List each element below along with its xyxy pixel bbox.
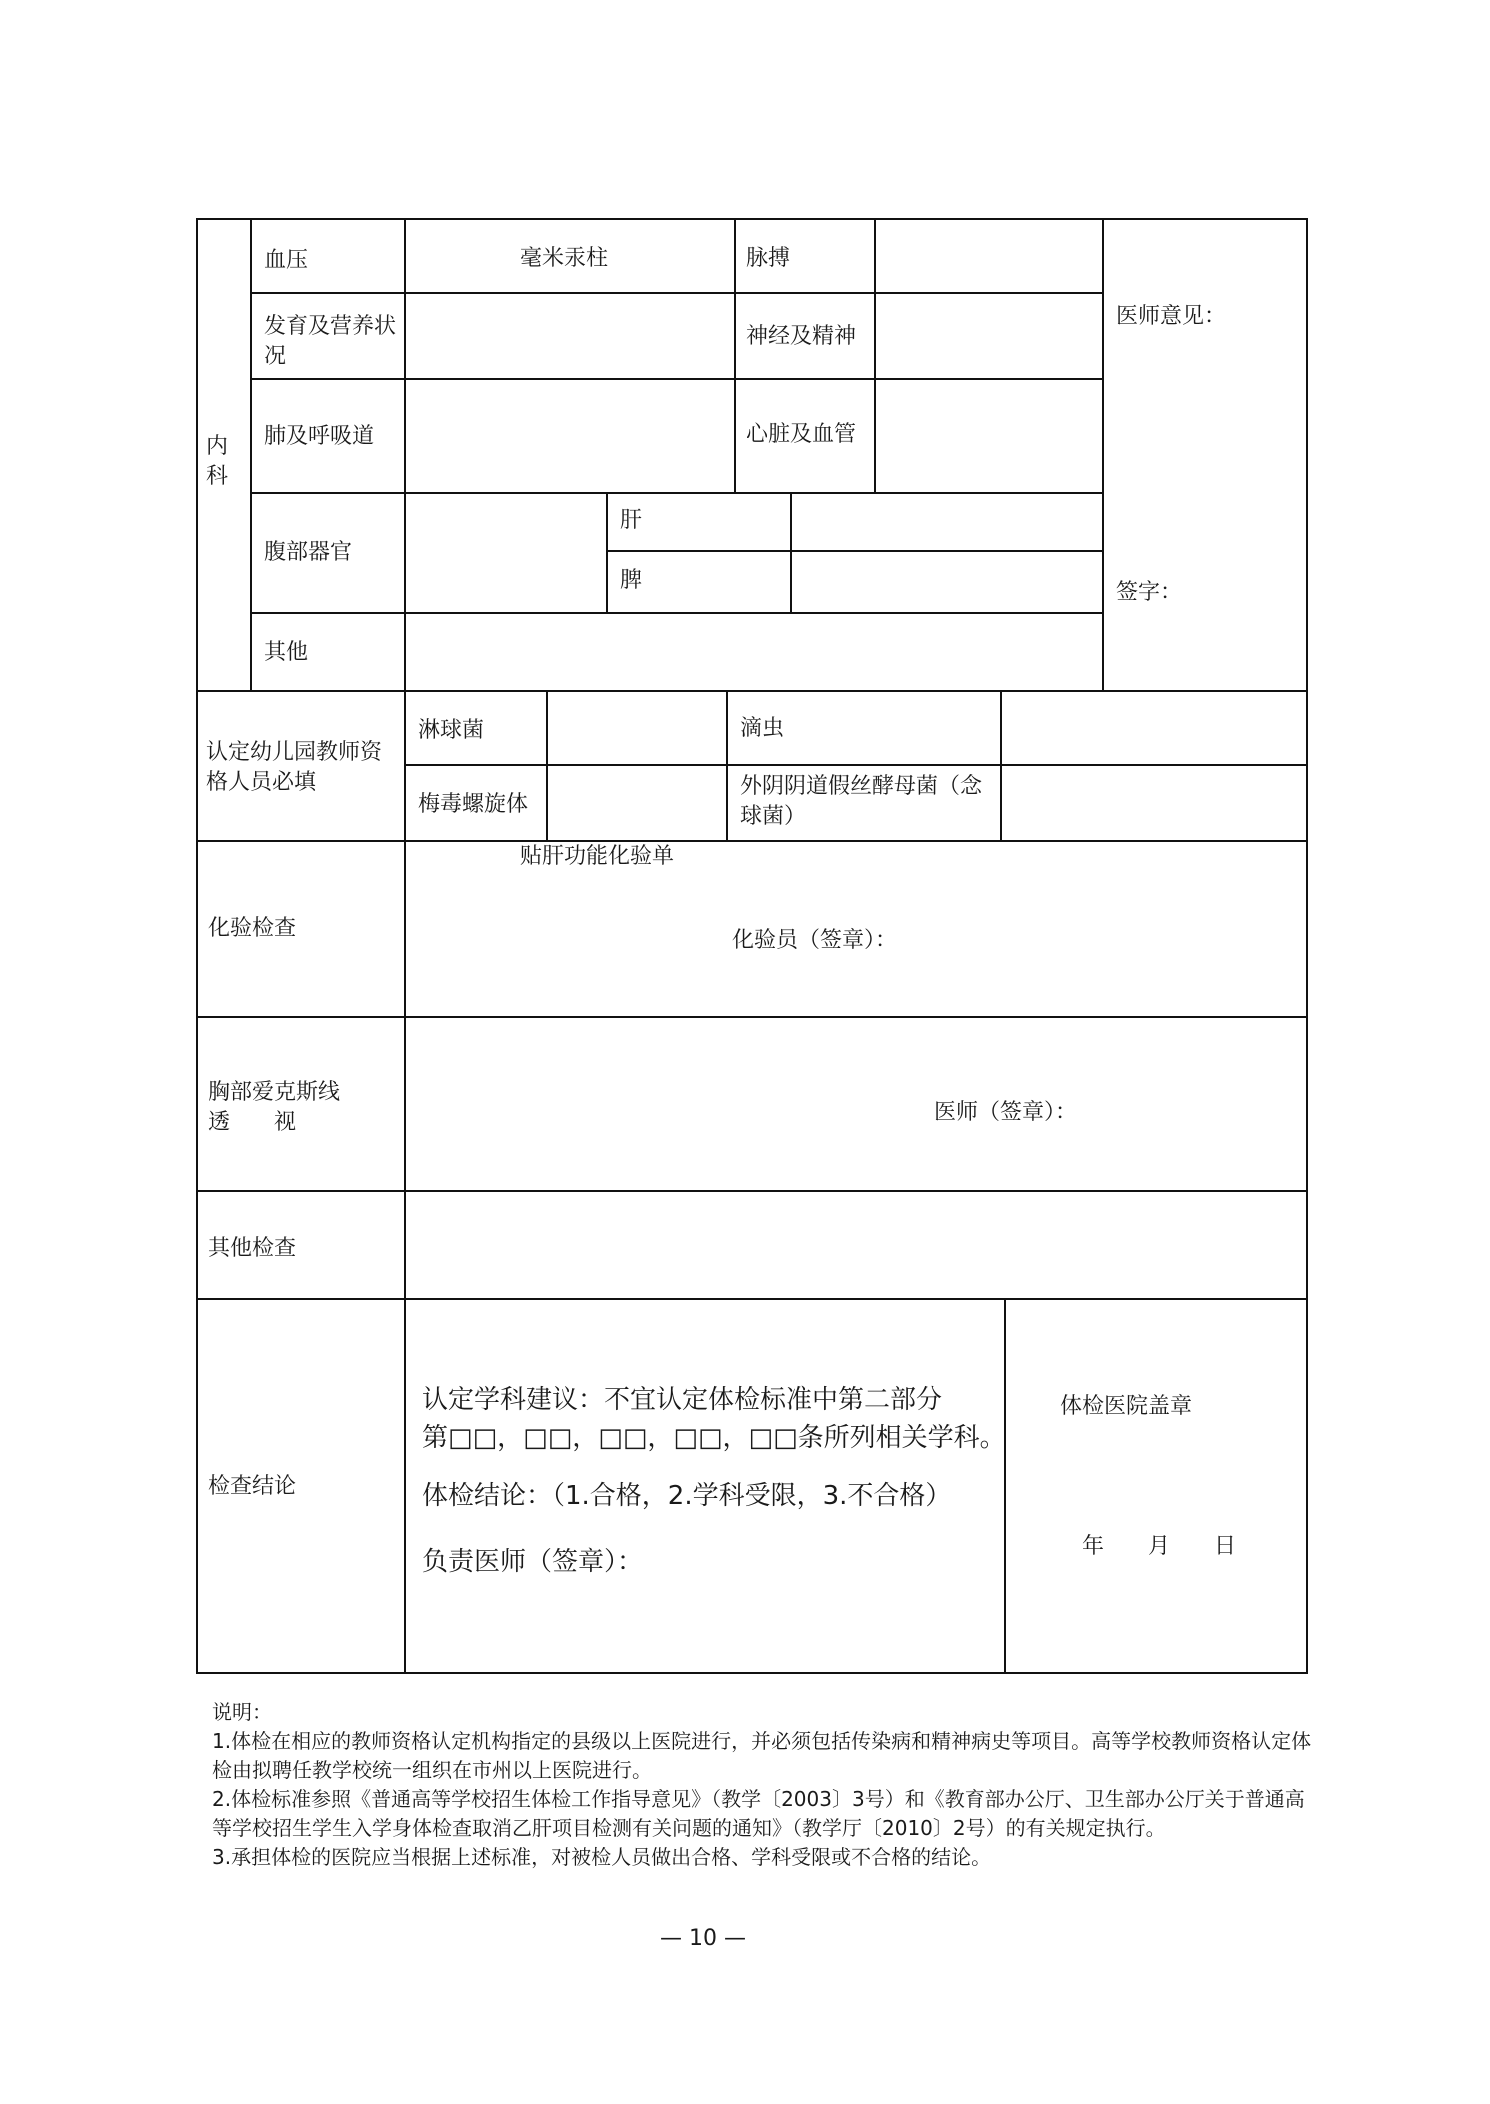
divider <box>606 492 608 612</box>
bp-unit: 毫米汞柱 <box>520 246 609 271</box>
trichomonas-label: 滴虫 <box>740 716 785 741</box>
abdomen-label: 腹部器官 <box>264 540 353 565</box>
divider <box>250 292 1104 294</box>
divider <box>874 218 876 492</box>
kindergarten-label: 认定幼儿园教师资格人员必填 <box>206 740 383 795</box>
xray-label-line2: 透 视 <box>208 1110 297 1135</box>
divider <box>196 840 1308 842</box>
divider <box>606 550 1104 552</box>
xray-label-line1: 胸部爱克斯线 <box>208 1080 341 1105</box>
internal-section-label: 内科 <box>206 434 229 489</box>
divider <box>404 840 406 1674</box>
signature-label: 签字： <box>1116 580 1183 605</box>
divider <box>1102 218 1104 690</box>
bp-label: 血压 <box>264 248 309 273</box>
notes-item-2: 2.体检标准参照《普通高等学校招生体检工作指导意见》（教学〔2003〕3号）和《教育部办公厅、卫生部办公厅关于普通高等学校招生学生入学身体检查取消乙肝项目检测有关问题的通知》（教学厅〔2010〕2号）的有关规定执行。 <box>212 1787 1305 1840</box>
divider <box>196 1298 1308 1300</box>
divider <box>250 612 1104 614</box>
divider <box>196 690 1308 692</box>
development-label: 发育及营养状况 <box>264 314 397 369</box>
gonococcus-label: 淋球菌 <box>418 718 485 743</box>
subject-suggestion-line1: 认定学科建议：不宜认定体检标准中第二部分 <box>422 1385 943 1415</box>
divider <box>250 218 252 690</box>
exam-date: 年 月 日 <box>1082 1534 1237 1559</box>
notes-section <box>212 1698 1322 1872</box>
divider <box>404 764 1308 766</box>
notes-title: 说明： <box>212 1700 272 1724</box>
notes-item-3: 3.承担体检的医院应当根据上述标准，对被检人员做出合格、学科受限或不合格的结论。 <box>212 1845 992 1869</box>
table-border-top <box>196 218 1308 220</box>
divider <box>196 1016 1308 1018</box>
notes-item-1: 1.体检在相应的教师资格认定机构指定的县级以上医院进行，并必须包括传染病和精神病史等项目。高等学校教师资格认定体检由拟聘任教学校统一组织在市州以上医院进行。 <box>212 1729 1312 1782</box>
subject-suggestion-line2: 第□□，□□，□□，□□，□□条所列相关学科。 <box>422 1423 1006 1453</box>
divider <box>250 492 1104 494</box>
divider <box>196 1190 1308 1192</box>
page-number: — 10 — <box>660 1926 746 1951</box>
lab-label: 化验检查 <box>208 916 297 941</box>
syphilis-label: 梅毒螺旋体 <box>418 792 529 817</box>
table-border-left <box>196 218 198 1674</box>
divider <box>250 378 1104 380</box>
candida-label: 外阴阴道假丝酵母菌（念球菌） <box>740 774 983 829</box>
doctor-opinion: 医师意见： <box>1116 304 1227 329</box>
xray-sign: 医师（签章）： <box>934 1100 1078 1125</box>
other-exam-label: 其他检查 <box>208 1236 297 1261</box>
responsible-doctor-sign: 负责医师（签章）： <box>422 1547 644 1577</box>
table-border-right <box>1306 218 1308 1674</box>
conclusion-label: 检查结论 <box>208 1474 297 1499</box>
lab-sign: 化验员（签章）： <box>732 928 898 953</box>
lung-label: 肺及呼吸道 <box>264 424 375 449</box>
other-label: 其他 <box>264 640 309 665</box>
divider <box>1004 1298 1006 1674</box>
divider <box>404 218 406 690</box>
neuro-label: 神经及精神 <box>746 324 857 349</box>
liver-label: 肝 <box>620 508 643 533</box>
heart-label: 心脏及血管 <box>746 422 857 447</box>
divider <box>790 492 792 612</box>
hospital-seal: 体检医院盖章 <box>1060 1394 1193 1419</box>
spleen-label: 脾 <box>620 568 643 593</box>
divider <box>734 218 736 492</box>
pulse-label: 脉搏 <box>746 246 791 271</box>
table-border-bottom <box>196 1672 1308 1674</box>
lab-attach-note: 贴肝功能化验单 <box>520 844 675 869</box>
exam-result: 体检结论：（1.合格，2.学科受限，3.不合格） <box>422 1481 952 1511</box>
